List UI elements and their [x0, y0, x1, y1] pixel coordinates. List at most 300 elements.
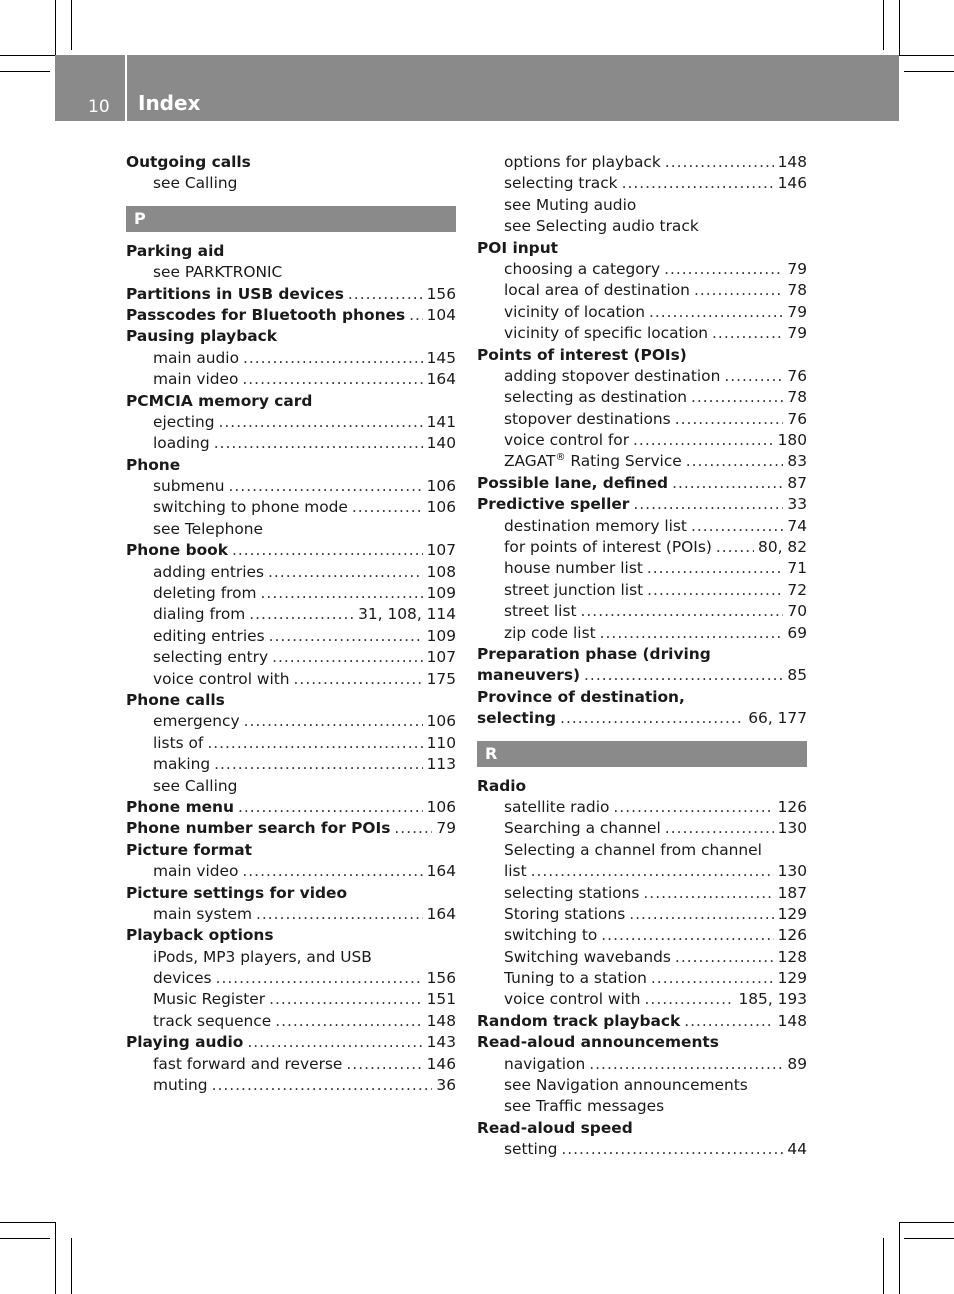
index-subentry [126, 711, 456, 732]
entry-term: main video [153, 370, 239, 389]
dot-leader [229, 476, 423, 497]
entry-text [153, 1054, 342, 1075]
page-reference: 164 [426, 904, 456, 923]
page-reference: 76 [787, 366, 807, 385]
index-entry [126, 326, 456, 347]
dot-leader [584, 665, 783, 686]
entry-text [504, 451, 682, 472]
entry-text [477, 345, 687, 366]
entry-term: list [504, 862, 527, 881]
page-reference: 145 [426, 348, 456, 367]
index-column-right [477, 152, 807, 1161]
page-header [55, 55, 899, 121]
entry-text [504, 947, 671, 968]
index-subentry [477, 537, 807, 558]
index-entry [126, 840, 456, 861]
entry-text [504, 1054, 585, 1075]
index-subentry [477, 623, 807, 644]
entry-text [126, 1032, 243, 1053]
page-reference: 106 [426, 477, 456, 496]
entry-text [477, 1032, 719, 1053]
page-reference: 108 [426, 562, 456, 581]
index-entry [126, 1032, 456, 1053]
index-subentry [477, 173, 807, 194]
entry-term: main audio [153, 348, 239, 367]
page-reference: 110 [426, 733, 456, 752]
page-reference: 109 [426, 584, 456, 603]
index-subentry [126, 476, 456, 497]
dot-leader [686, 451, 784, 472]
entry-term: vicinity of specific location [504, 324, 709, 343]
page-reference: 129 [777, 904, 807, 923]
entry-text [504, 1075, 748, 1096]
entry-term: see PARKTRONIC [153, 263, 283, 282]
page-reference: 148 [777, 153, 807, 171]
entry-text [153, 669, 290, 690]
index-subentry [477, 904, 807, 925]
entry-term: choosing a category [504, 259, 661, 278]
page-reference: 109 [426, 626, 456, 645]
dot-leader [531, 861, 774, 882]
index-entry [126, 540, 456, 561]
entry-text [504, 259, 660, 280]
index-subentry [126, 968, 456, 989]
entry-text [504, 409, 671, 430]
entry-term: Switching wavebands [504, 947, 671, 966]
entry-text [504, 601, 577, 622]
entry-term: see Navigation announcements [504, 1076, 748, 1095]
dot-leader [691, 516, 783, 537]
index-subentry [477, 601, 807, 622]
dot-leader [207, 733, 422, 754]
entry-text [477, 238, 558, 259]
entry-term: selecting track [504, 174, 618, 193]
index-subentry [126, 173, 456, 194]
index-subentry [477, 366, 807, 387]
index-subentry [126, 626, 456, 647]
page-reference: 156 [426, 969, 456, 988]
entry-text [504, 537, 712, 558]
index-entry [477, 1032, 807, 1053]
dot-leader [691, 387, 783, 408]
entry-text [504, 797, 609, 818]
entry-term: voice control with [153, 669, 290, 688]
index-subentry [477, 989, 807, 1010]
entry-text [477, 494, 629, 515]
crop-mark [883, 0, 884, 50]
entry-text [477, 1011, 680, 1032]
dot-leader [269, 989, 423, 1010]
page-reference: 79 [436, 819, 456, 838]
entry-text [504, 302, 645, 323]
page-reference: 146 [426, 1054, 456, 1073]
index-entry [477, 687, 807, 708]
entry-term: POI input [477, 238, 559, 257]
page-reference: 74 [787, 516, 807, 535]
page-reference: 106 [426, 498, 456, 517]
page-reference: 31, 108, 114 [358, 605, 456, 624]
entry-term: street junction list [504, 580, 644, 599]
entry-term: submenu [153, 477, 225, 496]
dot-leader [232, 540, 423, 561]
index-entry [126, 883, 456, 904]
dot-leader [272, 647, 422, 668]
entry-term: iPods, MP3 players, and USB [153, 947, 372, 966]
index-subentry [126, 562, 456, 583]
entry-text [153, 262, 282, 283]
index-entry [477, 238, 807, 259]
entry-term: Preparation phase (driving [477, 644, 711, 663]
index-subentry [477, 259, 807, 280]
entry-term: Read-aloud speed [477, 1118, 633, 1137]
entry-text [126, 840, 252, 861]
entry-term: PCMCIA memory card [126, 391, 313, 410]
entry-term: see Traffic messages [504, 1097, 665, 1116]
entry-term: Predictive speller [477, 495, 630, 514]
page-reference: 79 [787, 259, 807, 278]
entry-text [126, 690, 225, 711]
entry-text [504, 883, 639, 904]
dot-leader [622, 173, 774, 194]
crop-mark [71, 1238, 72, 1294]
entry-text [504, 1139, 557, 1160]
page-reference: 36 [436, 1076, 456, 1095]
page-reference: 79 [787, 324, 807, 343]
index-subentry [126, 1075, 456, 1096]
dot-leader [242, 861, 422, 882]
entry-term: Passcodes for Bluetooth phones [126, 305, 406, 324]
page-reference: 148 [777, 1011, 807, 1030]
entry-text [504, 195, 636, 216]
page-number: 10 [88, 97, 110, 117]
dot-leader [601, 925, 773, 946]
entry-text [126, 241, 224, 262]
entry-term: zip code list [504, 623, 596, 642]
entry-text [477, 473, 668, 494]
entry-term: Random track playback [477, 1011, 681, 1030]
entry-term: see Muting audio [504, 195, 637, 214]
page-reference: 66, 177 [748, 709, 807, 728]
entry-term: main system [153, 904, 252, 923]
entry-text [126, 883, 347, 904]
entry-term: maneuvers) [477, 666, 581, 685]
entry-text [153, 861, 238, 882]
page-reference: 164 [426, 370, 456, 389]
index-subentry [126, 348, 456, 369]
dot-leader [244, 711, 423, 732]
dot-leader [268, 562, 423, 583]
page-reference: 107 [426, 648, 456, 667]
dot-leader [675, 409, 784, 430]
entry-text [504, 216, 699, 237]
entry-text [153, 968, 212, 989]
entry-term: selecting [477, 709, 557, 728]
page-reference: 180 [777, 431, 807, 450]
entry-term: options for playback [504, 153, 661, 171]
crop-mark [904, 1238, 954, 1239]
page-title: Index [138, 91, 201, 115]
entry-text [126, 284, 344, 305]
page-reference: 85 [787, 666, 807, 685]
index-subentry [477, 1075, 807, 1096]
index-subentry [477, 195, 807, 216]
index-subentry [477, 409, 807, 430]
entry-term: lists of [153, 733, 204, 752]
entry-term: stopover destinations [504, 409, 671, 428]
entry-term: switching to phone mode [153, 498, 348, 517]
entry-term: Points of interest (POIs) [477, 345, 687, 364]
dot-leader [581, 601, 784, 622]
page-reference: 78 [787, 388, 807, 407]
entry-term: Searching a channel [504, 819, 661, 838]
index-entry [126, 152, 456, 173]
entry-text [504, 558, 643, 579]
entry-term: street list [504, 602, 577, 621]
entry-text [504, 925, 597, 946]
page-reference: 69 [787, 623, 807, 642]
dot-leader [684, 1011, 773, 1032]
page-reference: 104 [426, 305, 456, 324]
entry-term: Tuning to a station [504, 969, 647, 988]
page-reference: 130 [777, 862, 807, 881]
entry-term: Phone number search for POIs [126, 819, 391, 838]
entry-text [126, 455, 180, 476]
entry-term: Outgoing calls [126, 153, 251, 171]
index-subentry [126, 647, 456, 668]
dot-leader [649, 302, 783, 323]
page-reference: 87 [787, 473, 807, 492]
dot-leader [629, 904, 773, 925]
entry-text [477, 708, 556, 729]
entry-text [153, 519, 263, 540]
entry-term: Partitions in USB devices [126, 284, 344, 303]
index-subentry [477, 1139, 807, 1160]
page-reference: 33 [787, 495, 807, 514]
index-entry [126, 391, 456, 412]
page-reference: 113 [426, 755, 456, 774]
page-reference: 140 [426, 434, 456, 453]
entry-text [504, 861, 527, 882]
entry-text [153, 754, 210, 775]
dot-leader [212, 1075, 433, 1096]
entry-term: Parking aid [126, 241, 225, 260]
entry-term: house number list [504, 559, 643, 578]
entry-term: loading [153, 434, 210, 453]
entry-text [153, 562, 264, 583]
index-subentry [477, 280, 807, 301]
page-reference: 106 [426, 797, 456, 816]
page-reference: 175 [426, 669, 456, 688]
dot-leader [352, 497, 423, 518]
dot-leader [247, 1032, 422, 1053]
index-subentry [477, 883, 807, 904]
entry-term: deleting from [153, 584, 257, 603]
index-entry [126, 818, 456, 839]
page-reference: 141 [426, 412, 456, 431]
page-reference: 187 [777, 883, 807, 902]
entry-term: see Calling [153, 776, 238, 795]
page-reference: 107 [426, 541, 456, 560]
page-reference: 71 [787, 559, 807, 578]
dot-leader [243, 348, 423, 369]
entry-text [126, 540, 228, 561]
entry-text [153, 947, 372, 968]
entry-term: main video [153, 862, 239, 881]
entry-term: Selecting a channel from channel [504, 840, 762, 859]
dot-leader [724, 366, 783, 387]
entry-term: see Selecting audio track [504, 217, 699, 236]
dot-leader [238, 797, 423, 818]
page-reference: 83 [787, 452, 807, 471]
page-reference: 128 [777, 947, 807, 966]
page-reference: 106 [426, 712, 456, 731]
entry-term: muting [153, 1076, 208, 1095]
entry-text [504, 152, 661, 173]
index-column-left [126, 152, 456, 1096]
entry-text [477, 687, 685, 708]
entry-term: see Calling [153, 174, 238, 193]
dot-leader [712, 323, 783, 344]
section-letter-heading: P [126, 206, 456, 232]
index-subentry [126, 412, 456, 433]
index-subentry [477, 925, 807, 946]
crop-mark [0, 1238, 50, 1239]
dot-leader [275, 1011, 422, 1032]
entry-text [153, 604, 245, 625]
entry-term: see Telephone [153, 519, 264, 538]
dot-leader [219, 412, 423, 433]
entry-term: adding entries [153, 562, 265, 581]
entry-text [504, 366, 720, 387]
index-entry [477, 494, 807, 515]
index-subentry [126, 262, 456, 283]
dot-leader [269, 626, 423, 647]
entry-text [477, 644, 711, 665]
page-reference: 185, 193 [738, 990, 807, 1009]
crop-mark [55, 0, 56, 55]
page-reference: 156 [426, 284, 456, 303]
index-subentry [126, 733, 456, 754]
entry-text [126, 326, 277, 347]
entry-term: Storing stations [504, 904, 626, 923]
index-subentry [477, 1054, 807, 1075]
crop-mark [0, 71, 50, 72]
entry-term: devices [153, 969, 212, 988]
entry-text [504, 904, 625, 925]
entry-text [153, 348, 239, 369]
entry-term: Picture format [126, 840, 253, 859]
entry-text [126, 797, 234, 818]
entry-term: emergency [153, 712, 240, 731]
entry-text [126, 391, 312, 412]
dot-leader [214, 433, 423, 454]
entry-term: Playback options [126, 926, 274, 945]
dot-leader [647, 558, 784, 579]
entry-term: Radio [477, 776, 527, 795]
dot-leader [589, 1054, 783, 1075]
entry-term: Phone calls [126, 690, 225, 709]
index-subentry [477, 152, 807, 173]
index-entry [126, 284, 456, 305]
index-entry [126, 925, 456, 946]
entry-term: for points of interest (POIs) [504, 538, 712, 557]
dot-leader [647, 580, 783, 601]
crop-mark [883, 1238, 884, 1294]
entry-text [126, 152, 251, 173]
dot-leader [560, 708, 744, 729]
index-entry [126, 797, 456, 818]
entry-text [153, 433, 210, 454]
page-reference: 148 [426, 1011, 456, 1030]
entry-text [153, 1011, 271, 1032]
page-reference: 126 [777, 797, 807, 816]
entry-term: navigation [504, 1054, 586, 1073]
entry-text [504, 387, 687, 408]
entry-text [153, 776, 237, 797]
dot-leader [664, 259, 783, 280]
page-reference: 72 [787, 580, 807, 599]
entry-text [126, 818, 390, 839]
entry-term: vicinity of location [504, 302, 645, 321]
dot-leader [675, 947, 774, 968]
entry-text [153, 647, 268, 668]
index-subentry [477, 947, 807, 968]
dot-leader [242, 369, 422, 390]
crop-mark [904, 71, 954, 72]
index-subentry [126, 519, 456, 540]
index-subentry [477, 818, 807, 839]
dot-leader [348, 284, 423, 305]
entry-text [153, 583, 257, 604]
entry-text [504, 323, 708, 344]
page-reference: 79 [787, 302, 807, 321]
entry-text [153, 1075, 208, 1096]
index-entry [477, 665, 807, 686]
dot-leader [261, 583, 423, 604]
index-subentry [126, 776, 456, 797]
entry-term: Province of destination, [477, 687, 685, 706]
index-entry [477, 708, 807, 729]
entry-term: satellite radio [504, 797, 610, 816]
index-subentry [126, 497, 456, 518]
dot-leader [665, 818, 774, 839]
entry-term: Possible lane, defined [477, 473, 669, 492]
page-reference: 76 [787, 409, 807, 428]
entry-text [504, 430, 629, 451]
entry-term: dialing from [153, 605, 246, 624]
entry-term: Phone book [126, 541, 228, 560]
crop-mark [0, 55, 55, 56]
entry-term: Phone [126, 455, 181, 474]
page-reference: 164 [426, 862, 456, 881]
entry-text [153, 497, 348, 518]
page-reference: 70 [787, 602, 807, 621]
crop-mark [71, 0, 72, 50]
page-reference: 80, 82 [758, 538, 807, 557]
index-subentry [126, 947, 456, 968]
page-reference: 143 [426, 1033, 456, 1052]
dot-leader [216, 968, 423, 989]
index-subentry [126, 669, 456, 690]
entry-text [504, 280, 690, 301]
entry-term: selecting stations [504, 883, 640, 902]
entry-text [153, 412, 215, 433]
dot-leader [633, 430, 774, 451]
dot-leader [665, 152, 774, 173]
index-subentry [477, 451, 807, 472]
index-subentry [126, 369, 456, 390]
dot-leader [561, 1139, 783, 1160]
